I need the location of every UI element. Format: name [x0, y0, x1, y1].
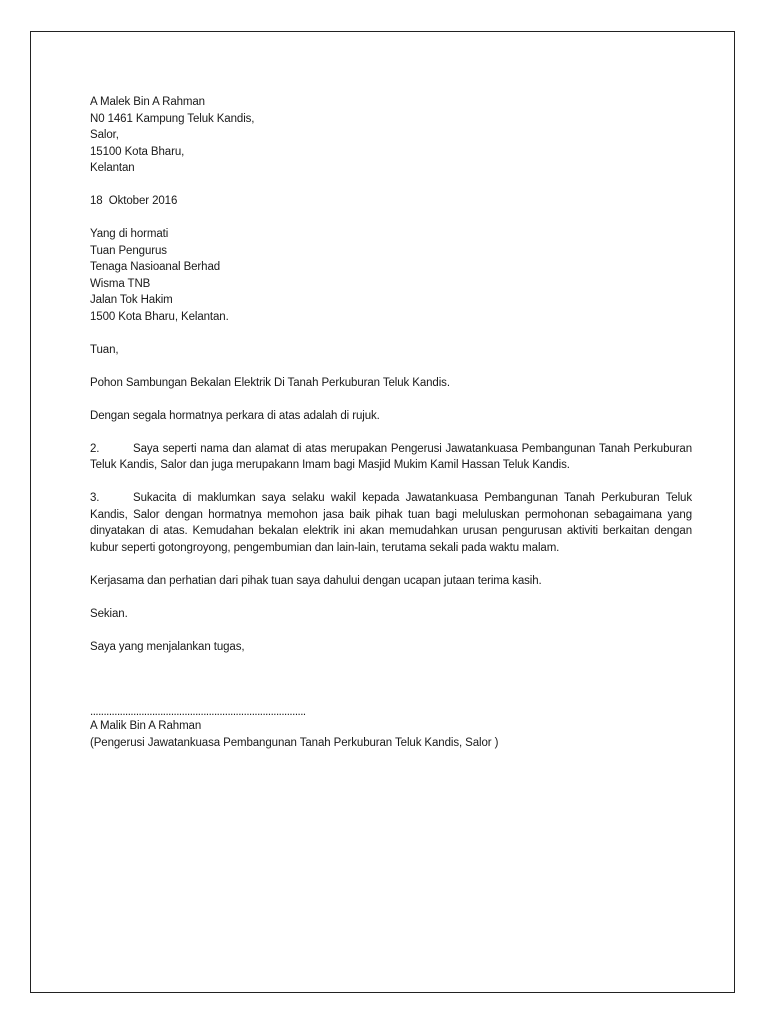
- sender-block: [90, 94, 692, 177]
- paragraph-text: Sukacita di maklumkan saya selaku wakil kepada Jawatankuasa Pembangunan Tanah Perkuburan Teluk Kandis, Salor dengan hormatnya memohon jasa baik pihak tuan bagi meluluskan permohonan sebagaimana yang dinyatakan di atas. Kemudahan bekalan elektrik ini akan memudahkan urusan pengurusan aktiviti berkaitan dengan kubur seperti gotongroyong, pengembumian dan lain-lain, terutama sekali pada waktu malam.: [90, 492, 692, 554]
- signoff-block: [90, 639, 692, 656]
- paragraph-number: 2.: [90, 442, 100, 455]
- subject-block: [90, 375, 692, 392]
- salutation: Tuan,: [90, 343, 119, 356]
- paragraph-3: [90, 490, 692, 556]
- closing-block: [90, 606, 692, 623]
- thanks-block: [90, 573, 692, 590]
- paragraph-2: [90, 441, 692, 474]
- signatory-title: (Pengerusi Jawatankuasa Pembangunan Tanah Perkuburan Teluk Kandis, Salor ): [90, 736, 499, 749]
- letter-date: 18 Oktober 2016: [90, 195, 178, 207]
- paragraph-number: 3.: [90, 492, 100, 504]
- signatory-name: A Malik Bin A Rahman: [90, 720, 202, 732]
- sender-address-line: N0 1461 Kampung Teluk Kandis,: [90, 112, 255, 125]
- recipient-line: Tuan Pengurus: [90, 244, 167, 257]
- salutation-block: [90, 342, 692, 359]
- opening-block: [90, 408, 692, 425]
- recipient-line: Jalan Tok Hakim: [90, 294, 173, 306]
- signature-line: ................................................................................: [90, 706, 306, 718]
- sender-address-line: Kelantan: [90, 162, 135, 174]
- recipient-line: Wisma TNB: [90, 277, 151, 290]
- recipient-line: 1500 Kota Bharu, Kelantan.: [90, 310, 229, 323]
- signoff: Saya yang menjalankan tugas,: [90, 640, 245, 653]
- closing-thanks: Kerjasama dan perhatian dari pihak tuan saya dahului dengan ucapan jutaan terima kasih.: [90, 574, 542, 587]
- signature-block: [90, 706, 692, 751]
- paragraph-text: Saya seperti nama dan alamat di atas merupakan Pengerusi Jawatankuasa Pembangunan Tanah Perkuburan Teluk Kandis, Salor dan juga merupakann Imam bagi Masjid Mukim Kamil Hassan Teluk Kandis.: [90, 442, 692, 471]
- sender-address-line: 15100 Kota Bharu,: [90, 145, 185, 158]
- opening-sentence: Dengan segala hormatnya perkara di atas adalah di rujuk.: [90, 409, 380, 422]
- letter-page: [30, 31, 735, 993]
- letter-body: [90, 94, 692, 751]
- recipient-line: Tenaga Nasioanal Berhad: [90, 261, 221, 273]
- closing: Sekian.: [90, 607, 128, 620]
- sender-address-line: Salor,: [90, 129, 119, 141]
- date-block: [90, 193, 692, 210]
- letter-subject: Pohon Sambungan Bekalan Elektrik Di Tanah Perkuburan Teluk Kandis.: [90, 376, 450, 389]
- recipient-line: Yang di hormati: [90, 228, 169, 240]
- sender-name: A Malek Bin A Rahman: [90, 96, 205, 108]
- recipient-block: [90, 226, 692, 325]
